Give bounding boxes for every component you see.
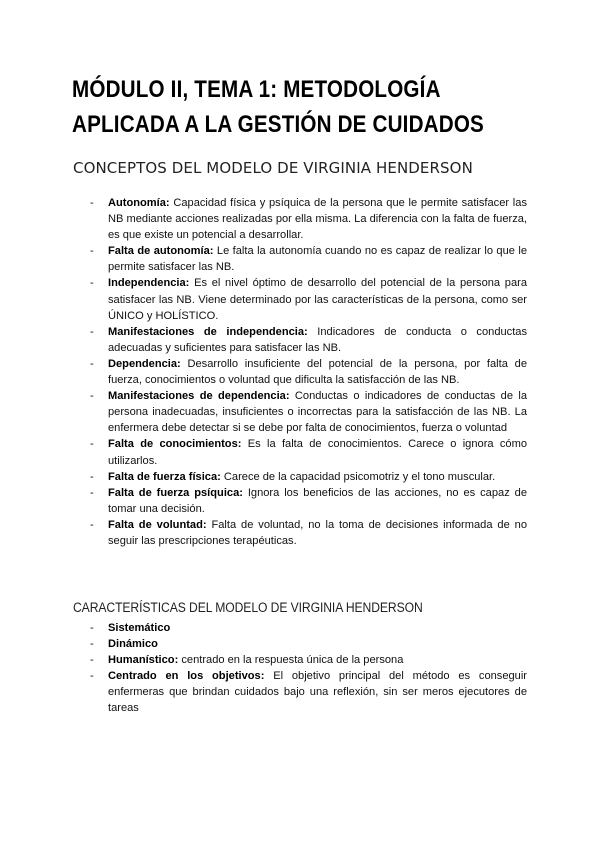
list-item	[0, 436, 527, 468]
list-item-term: Falta de fuerza física:	[108, 470, 221, 483]
list-item-text: centrado en la respuesta única de la persona	[178, 654, 404, 667]
list-item	[0, 243, 527, 275]
list-item	[0, 469, 527, 485]
bullet-dash: -	[90, 470, 94, 483]
concepts-list	[0, 195, 527, 549]
list-item-term: Centrado en los objetivos:	[108, 670, 265, 683]
bullet-dash: -	[90, 245, 94, 258]
bullet-dash: -	[90, 622, 94, 634]
list-item	[0, 620, 527, 636]
list-item-term: Independencia:	[108, 277, 190, 290]
bullet-dash: -	[90, 486, 94, 499]
list-item-text: El objetivo principal del método es conseguir enfermeras que brindan cuidados bajo una reflexión, sin ser meros ejecutores de tareas	[108, 670, 527, 715]
section-heading-concepts: CONCEPTOS DEL MODELO DE VIRGINIA HENDERSON	[73, 159, 473, 177]
bullet-dash: -	[90, 638, 94, 651]
list-item	[0, 388, 527, 436]
list-item-term: Falta de voluntad:	[108, 518, 207, 531]
bullet-dash: -	[90, 654, 94, 667]
list-item-term: Falta de autonomía:	[108, 245, 214, 258]
list-item	[0, 356, 527, 388]
list-item-term: Falta de fuerza psíquica:	[108, 486, 243, 499]
list-item	[0, 517, 527, 549]
list-item-text: Capacidad física y psíquica de la persona que le permite satisfacer las NB mediante acciones realizadas por ella misma. La diferencia con la falta de fuerza, es que existe un potencial a desarrollar.	[108, 197, 527, 242]
list-item-text: Indicadores de conducta o conductas adecuadas y suficientes para satisfacer las NB.	[108, 325, 527, 354]
list-item-term: Dependencia:	[108, 357, 181, 370]
bullet-dash: -	[90, 518, 94, 531]
list-item	[0, 275, 527, 323]
list-item-term: Manifestaciones de dependencia:	[108, 390, 290, 403]
list-item	[0, 485, 527, 517]
bullet-dash: -	[90, 325, 94, 338]
list-item-text: Conductas o indicadores de conductas de la persona inadecuadas, insuficientes o incorrectas para la satisfacción de las NB. La enfermera debe detectar si se debe por falta de conocimientos, fuerza o voluntad	[108, 390, 528, 435]
list-item	[0, 324, 527, 356]
list-item-text: Desarrollo insuficiente del potencial de la persona, por falta de fuerza, conocimientos o voluntad que dificulta la satisfacción de las NB.	[108, 357, 527, 387]
bullet-dash: -	[90, 357, 94, 370]
page-title: MÓDULO II, TEMA 1: METODOLOGÍA APLICADA A LA GESTIÓN DE CUIDADOS	[72, 76, 484, 138]
list-item-term: Falta de conocimientos:	[108, 438, 242, 451]
list-item-term: Autonomía:	[108, 197, 170, 209]
list-item	[0, 195, 527, 243]
bullet-dash: -	[90, 438, 94, 451]
list-item-text: Le falta la autonomía cuando no es capaz de realizar lo que le permite satisfacer las NB.	[108, 245, 527, 274]
bullet-dash: -	[90, 390, 94, 403]
list-item	[0, 668, 527, 716]
section-heading-features: CARACTERÍSTICAS DEL MODELO DE VIRGINIA HENDERSON	[73, 600, 423, 615]
list-item	[0, 652, 527, 668]
list-item-text: Falta de voluntad, no la toma de decisiones informada de no seguir las prescripciones terapéuticas.	[108, 518, 527, 547]
list-item-term: Manifestaciones de independencia:	[108, 325, 308, 338]
list-item-term: Dinámico	[108, 638, 158, 651]
features-list	[0, 620, 527, 717]
list-item-text: Es el nivel óptimo de desarrollo del potencial de la persona para satisfacer las NB. Viene determinado por las características de la persona, como ser ÚNICO y HOLÍSTICO.	[108, 277, 527, 322]
list-item-text: Carece de la capacidad psicomotriz y el tono muscular.	[220, 470, 496, 483]
bullet-dash: -	[90, 670, 94, 683]
list-item-term: Sistemático	[108, 622, 171, 634]
list-item-text: Ignora los beneficios de las acciones, no es capaz de tomar una decisión.	[108, 486, 527, 515]
bullet-dash: -	[90, 277, 94, 290]
list-item-text: Es la falta de conocimientos. Carece o ignora cómo utilizarlos.	[108, 438, 527, 467]
list-item-term: Humanístico:	[108, 654, 179, 667]
bullet-dash: -	[90, 197, 94, 209]
list-item	[0, 636, 527, 652]
